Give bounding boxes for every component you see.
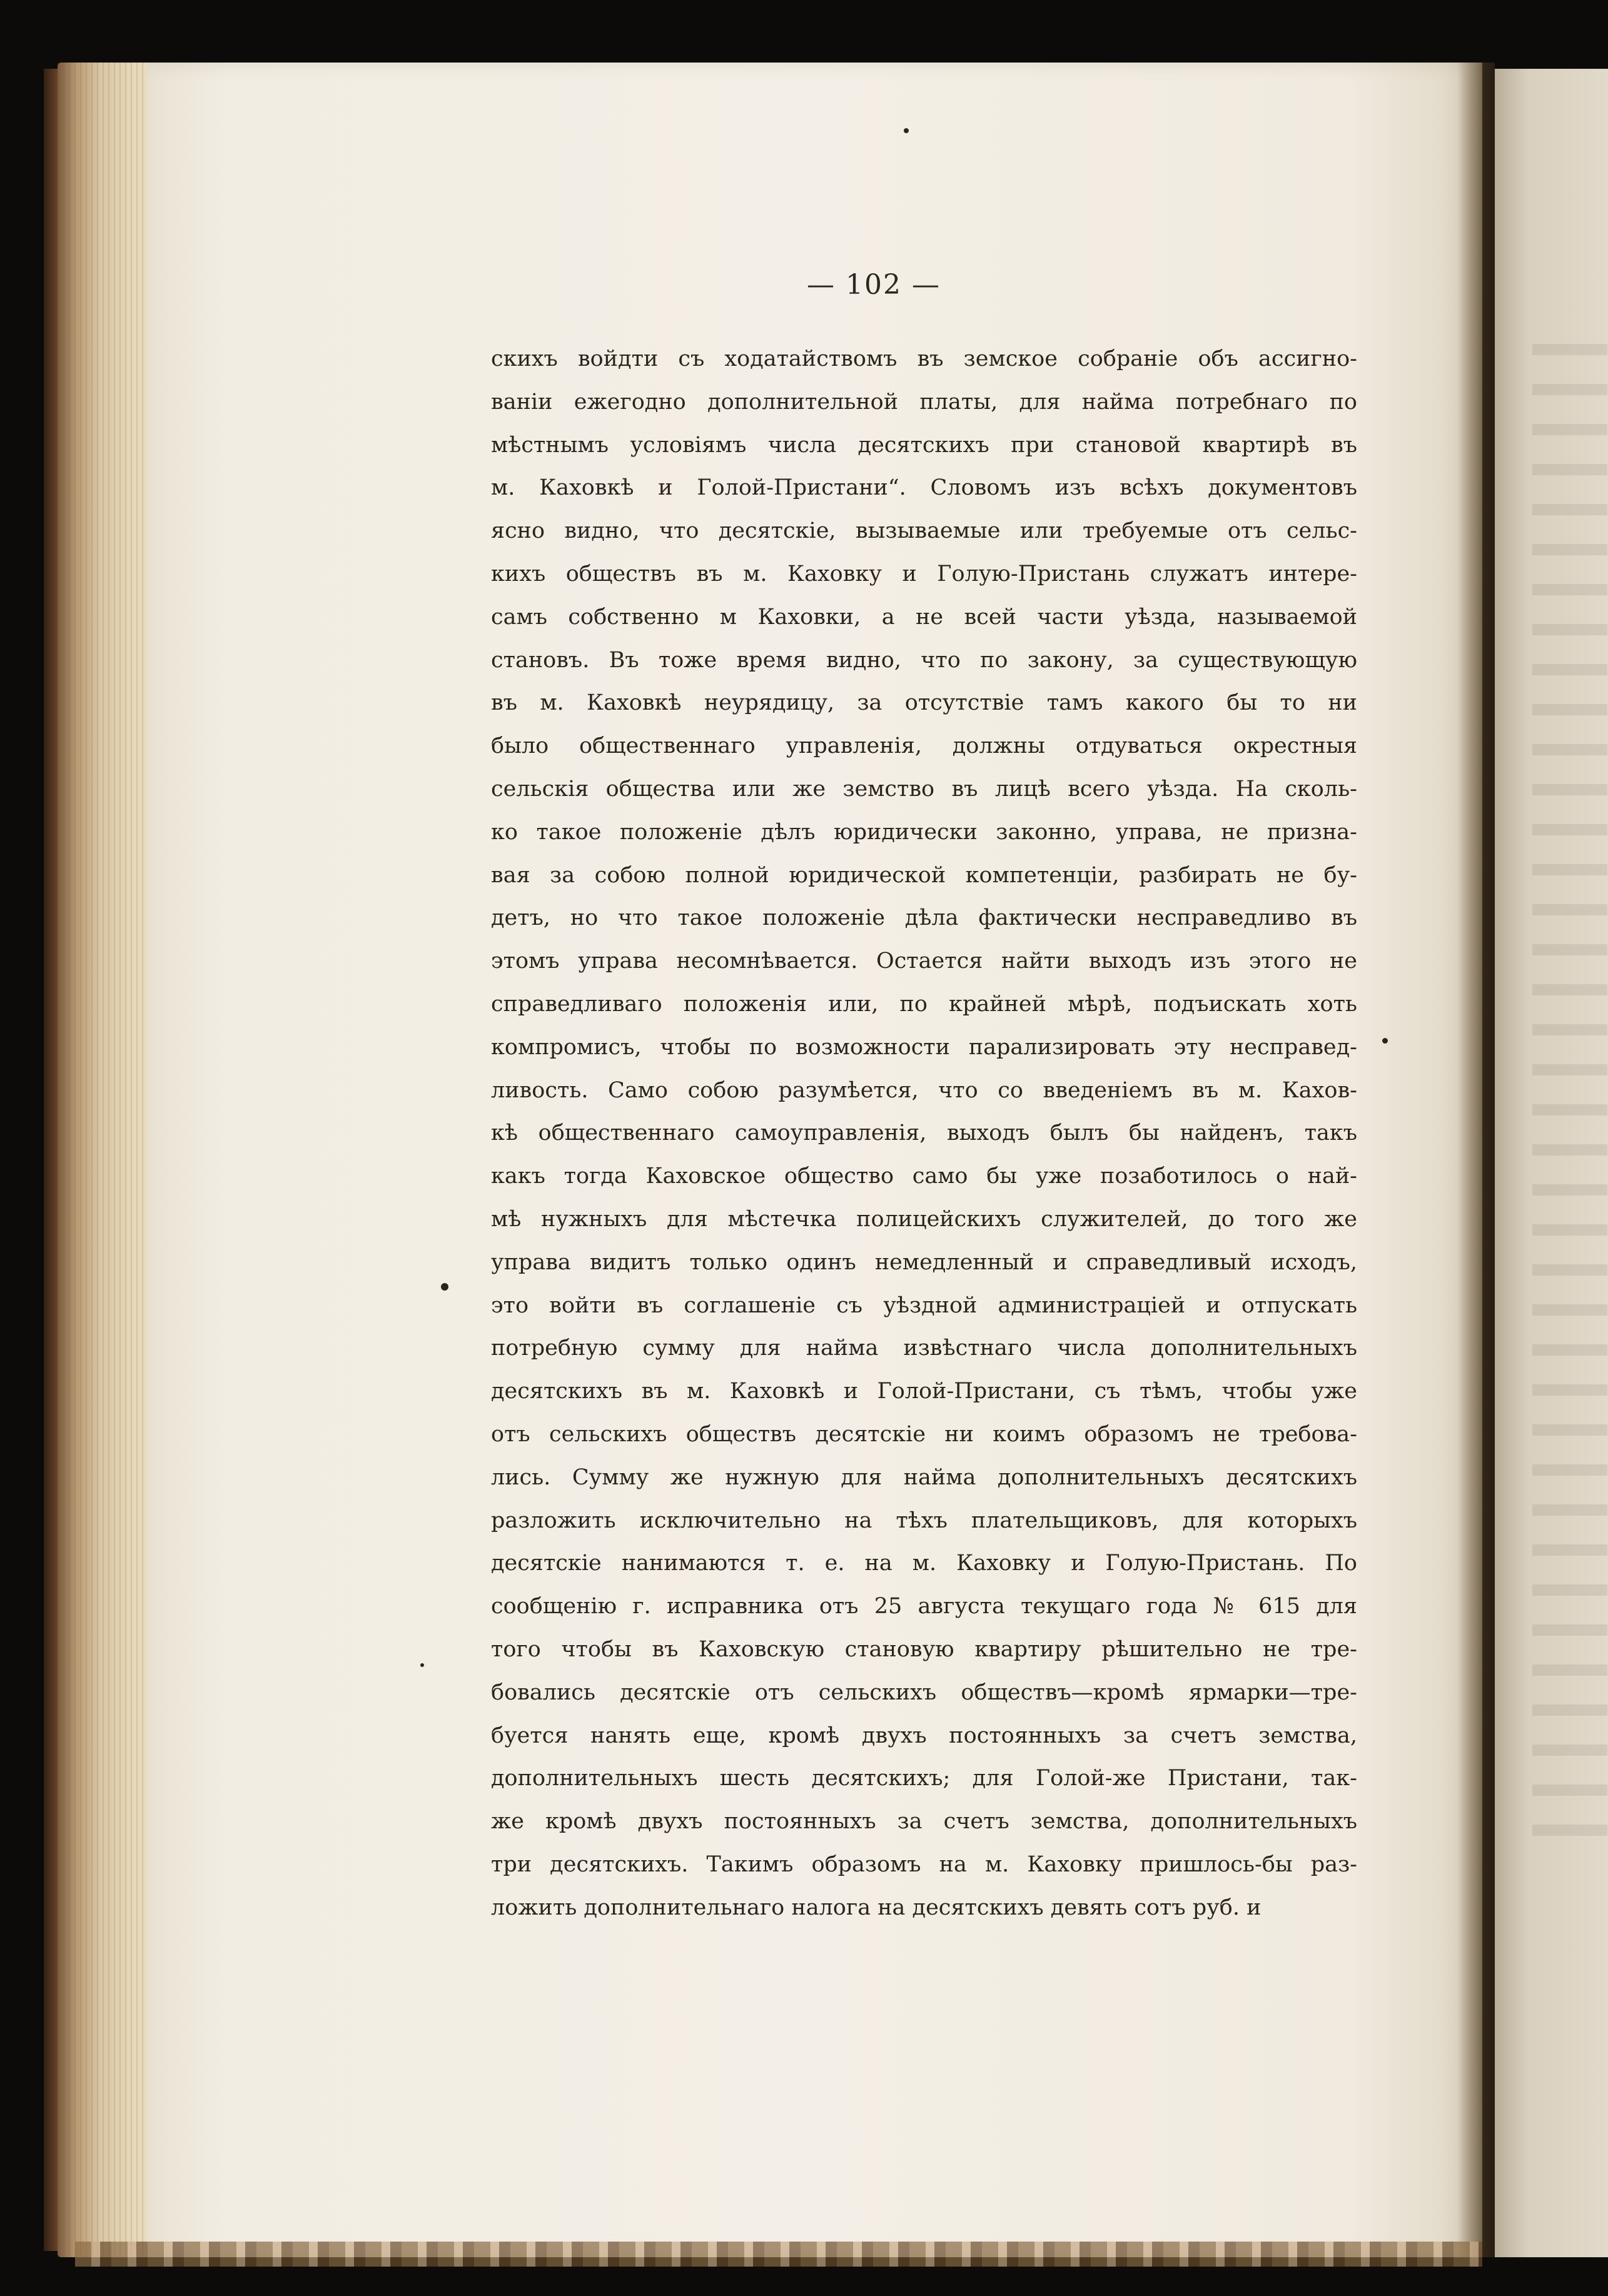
page-gutter-shadow bbox=[1457, 63, 1495, 2257]
text-line: кихъ обществъ въ м. Каховку и Голую-Пристань служатъ интере- bbox=[491, 561, 1357, 587]
text-line: скихъ войдти съ ходатайствомъ въ земское собраніе объ ассигно- bbox=[491, 346, 1357, 371]
text-line: самъ собственно м Каховки, а не всей части уѣзда, называемой bbox=[491, 604, 1357, 630]
page-number: — 102 — bbox=[807, 269, 941, 301]
text-line: дополнительныхъ шесть десятскихъ; для Голой-же Пристани, так- bbox=[491, 1766, 1357, 1791]
text-line: управа видитъ только одинъ немедленный и справедливый исходъ, bbox=[491, 1249, 1357, 1275]
text-line: это войти въ соглашеніе съ уѣздной администраціей и отпускать bbox=[491, 1292, 1357, 1318]
text-line: бовались десятскіе отъ сельскихъ обществъ—кромѣ ярмарки—тре- bbox=[491, 1679, 1357, 1705]
text-line: какъ тогда Каховское общество само бы уже позаботилось о най- bbox=[491, 1164, 1357, 1189]
text-line: было общественнаго управленія, должны отдуваться окрестныя bbox=[491, 733, 1357, 759]
text-line: буется нанять еще, кромѣ двухъ постоянныхъ за счетъ земства, bbox=[491, 1723, 1357, 1748]
text-line: ливость. Само собою разумѣется, что со введеніемъ въ м. Кахов- bbox=[491, 1077, 1357, 1103]
text-line: компромисъ, чтобы по возможности парализировать эту несправед- bbox=[491, 1034, 1357, 1060]
text-line: три десятскихъ. Такимъ образомъ на м. Каховку пришлось-бы раз- bbox=[491, 1851, 1357, 1877]
text-line: въ м. Каховкѣ неурядицу, за отсутствіе тамъ какого бы то ни bbox=[491, 690, 1357, 716]
text-line: справедливаго положенія или, по крайней мѣрѣ, подъискать хоть bbox=[491, 991, 1357, 1017]
text-line: разложить исключительно на тѣхъ плательщиковъ, для которыхъ bbox=[491, 1508, 1357, 1533]
text-line: лись. Сумму же нужную для найма дополнительныхъ десятскихъ bbox=[491, 1464, 1357, 1490]
text-line: отъ сельскихъ обществъ десятскіе ни коимъ образомъ не требова- bbox=[491, 1421, 1357, 1447]
text-line: сельскія общества или же земство въ лицѣ всего уѣзда. На сколь- bbox=[491, 776, 1357, 802]
text-line: кѣ общественнаго самоуправленія, выходъ былъ бы найденъ, такъ bbox=[491, 1120, 1357, 1146]
text-line: ко такое положеніе дѣлъ юридически законно, управа, не призна- bbox=[491, 819, 1357, 845]
text-line: десятскіе нанимаются т. е. на м. Каховку и Голую-Пристань. По bbox=[491, 1551, 1357, 1576]
text-line: того чтобы въ Каховскую становую квартиру рѣшительно не тре- bbox=[491, 1636, 1357, 1662]
text-line: становъ. Въ тоже время видно, что по закону, за существующую bbox=[491, 647, 1357, 673]
text-line: ясно видно, что десятскіе, вызываемые или требуемые отъ сельс- bbox=[491, 518, 1357, 544]
adjacent-page-edge bbox=[1495, 69, 1608, 2257]
text-line: вая за собою полной юридической компетенціи, разбирать не бу- bbox=[491, 862, 1357, 888]
text-line: сообщенію г. исправника отъ 25 августа текущаго года № 615 для bbox=[491, 1594, 1357, 1619]
text-line: десятскихъ въ м. Каховкѣ и Голой-Пристани, съ тѣмъ, чтобы уже bbox=[491, 1379, 1357, 1404]
text-line: мѣстнымъ условіямъ числа десятскихъ при становой квартирѣ въ bbox=[491, 432, 1357, 458]
text-line: ложить дополнительнаго налога на десятскихъ девять сотъ руб. и bbox=[491, 1895, 1262, 1920]
text-line: детъ, но что такое положеніе дѣла фактически несправедливо въ bbox=[491, 905, 1357, 931]
text-line: ваніи ежегодно дополнительной платы, для найма потребнаго по bbox=[491, 389, 1357, 415]
text-line: мѣ нужныхъ для мѣстечка полицейскихъ служителей, до того же bbox=[491, 1206, 1357, 1232]
text-line: потребную сумму для найма извѣстнаго числа дополнительныхъ bbox=[491, 1336, 1357, 1361]
text-line: м. Каховкѣ и Голой-Пристани“. Словомъ изъ всѣхъ документовъ bbox=[491, 475, 1357, 501]
body-text bbox=[491, 338, 1357, 1929]
book-bottom-edge bbox=[75, 2242, 1482, 2267]
text-line: этомъ управа несомнѣвается. Остается найти выходъ изъ этого не bbox=[491, 949, 1357, 974]
text-line: же кромѣ двухъ постоянныхъ за счетъ земства, дополнительныхъ bbox=[491, 1809, 1357, 1835]
